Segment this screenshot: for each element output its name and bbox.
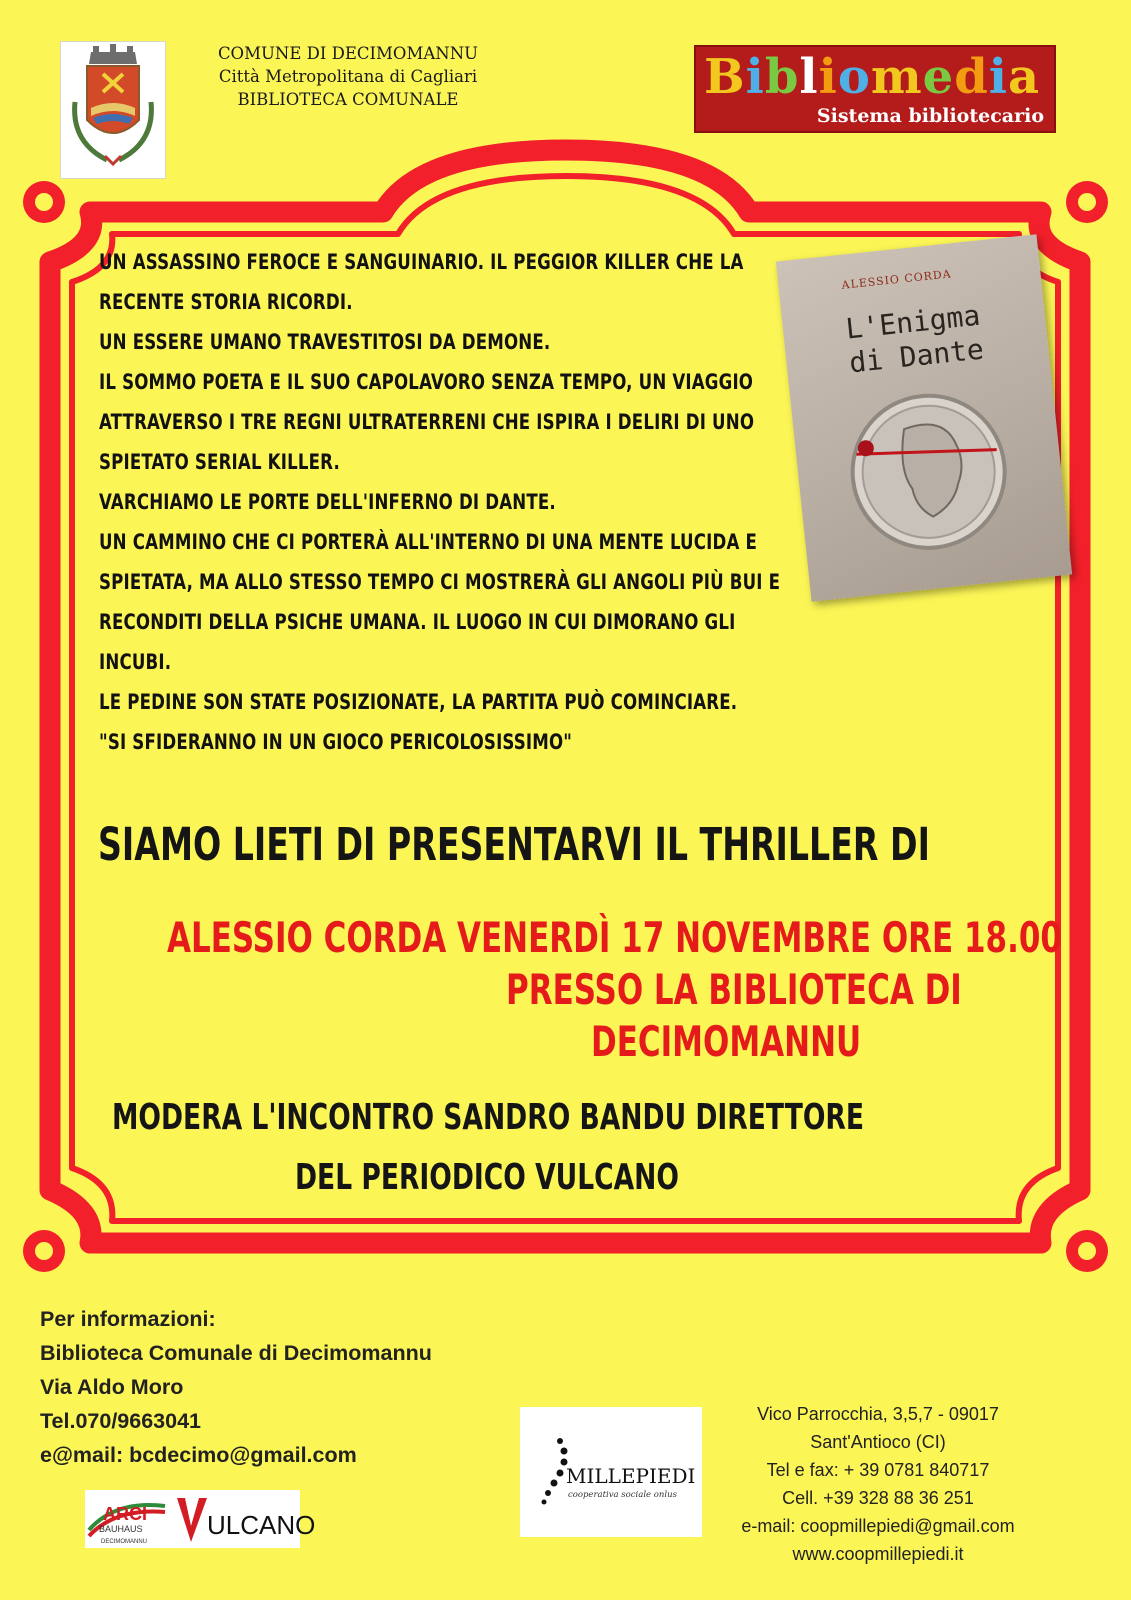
contact-info (40, 1302, 432, 1472)
header-institution (170, 42, 526, 111)
coop-website: www.coopmillepiedi.it (792, 1544, 964, 1564)
bibliomedia-subtitle: Sistema bibliotecario (816, 105, 1044, 127)
description-line: UN CAMMINO CHE CI PORTERÀ ALL'INTERNO DI UNA MENTE LUCIDA E (99, 530, 757, 554)
book-title (812, 295, 1018, 384)
vulcano-text: ULCANO (207, 1510, 316, 1540)
description-line: RECONDITI DELLA PSICHE UMANA. IL LUOGO IN CUI DIMORANO GLI (99, 610, 736, 634)
book-author: ALESSIO CORDA (841, 267, 953, 292)
bauhaus-text: BAUHAUS (99, 1524, 143, 1534)
contact-email: e@mail: bcdecimo@gmail.com (40, 1443, 357, 1467)
bibliomedia-letter: m (870, 49, 923, 105)
municipal-crest (60, 41, 166, 179)
moderator-line1: MODERA L'INCONTRO SANDRO BANDU DIRETTORE (112, 1097, 865, 1138)
contact-heading: Per informazioni: (40, 1307, 216, 1331)
coop-phone: Tel e fax: + 39 0781 840717 (766, 1460, 990, 1480)
coin-illustration (830, 378, 1027, 566)
description-line: SPIETATO SERIAL KILLER. (99, 450, 340, 474)
bibliomedia-letter: B (704, 49, 746, 105)
bibliomedia-letter: d (954, 49, 989, 105)
bibliomedia-letter: l (799, 49, 819, 105)
description-line: IL SOMMO POETA E IL SUO CAPOLAVORO SENZA TEMPO, UN VIAGGIO (99, 370, 754, 394)
bibliomedia-letter: i (818, 49, 838, 105)
cooperative-contact (730, 1400, 1026, 1568)
bibliomedia-letter: i (745, 49, 765, 105)
bibliomedia-logo (694, 45, 1056, 133)
event-venue-line2: DECIMOMANNU (591, 1017, 862, 1066)
bibliomedia-letter: a (1008, 49, 1041, 105)
book-cover (776, 234, 1072, 602)
contact-line: Via Aldo Moro (40, 1375, 184, 1399)
presenting-heading: SIAMO LIETI DI PRESENTARVI IL THRILLER DI (98, 818, 930, 871)
millepiedi-subtitle: cooperativa sociale onlus (568, 1490, 677, 1500)
millepiedi-logo (520, 1407, 702, 1537)
description-line: ATTRAVERSO I TRE REGNI ULTRATERRENI CHE ISPIRA I DELIRI DI UNO (99, 410, 755, 434)
coop-mobile: Cell. +39 328 88 36 251 (782, 1488, 974, 1508)
description-line: UN ASSASSINO FEROCE E SANGUINARIO. IL PEGGIOR KILLER CHE LA (99, 250, 744, 274)
header-line: COMUNE DI DECIMOMANNU (217, 44, 479, 63)
bibliomedia-letter: i (988, 49, 1008, 105)
bibliomedia-letter: b (764, 49, 800, 105)
arci-vulcano-logo (85, 1490, 316, 1548)
bibliomedia-wordmark (704, 49, 1040, 105)
moderator-line2: DEL PERIODICO VULCANO (295, 1157, 679, 1198)
event-venue-line1: PRESSO LA BIBLIOTECA DI (506, 965, 962, 1014)
coop-email: e-mail: coopmillepiedi@gmail.com (741, 1516, 1015, 1536)
book-title-line: di Dante (847, 332, 986, 380)
book-title-line: L'Enigma (844, 298, 982, 346)
coop-city: Sant'Antioco (CI) (810, 1432, 946, 1452)
description-line: "SI SFIDERANNO IN UN GIOCO PERICOLOSISSIMO" (99, 730, 573, 754)
millepiedi-text: MILLEPIEDI (566, 1464, 696, 1488)
description-line: RECENTE STORIA RICORDI. (99, 290, 353, 314)
header-line: Città Metropolitana di Cagliari (218, 67, 478, 86)
book-description (99, 242, 781, 762)
description-line: VARCHIAMO LE PORTE DELL'INFERNO DI DANTE. (99, 490, 556, 514)
contact-phone: Tel.070/9663041 (40, 1409, 201, 1433)
description-line: LE PEDINE SON STATE POSIZIONATE, LA PARTITA PUÒ COMINCIARE. (99, 690, 738, 714)
decimomannu-small-text: DECIMOMANNU (101, 1539, 147, 1545)
contact-line: Biblioteca Comunale di Decimomannu (40, 1341, 432, 1365)
bibliomedia-letter: o (837, 49, 871, 105)
description-line: UN ESSERE UMANO TRAVESTITOSI DA DEMONE. (99, 330, 551, 354)
description-line: SPIETATA, MA ALLO STESSO TEMPO CI MOSTRERÀ GLI ANGOLI PIÙ BUI E (99, 570, 781, 594)
coop-address: Vico Parrocchia, 3,5,7 - 09017 (757, 1404, 999, 1424)
description-line: INCUBI. (99, 650, 172, 674)
event-author-date: ALESSIO CORDA VENERDÌ 17 NOVEMBRE ORE 18.00 (167, 913, 1062, 962)
header-line: BIBLIOTECA COMUNALE (237, 90, 459, 109)
bibliomedia-letter: e (922, 49, 955, 105)
arci-text: ARCI (103, 1504, 147, 1524)
